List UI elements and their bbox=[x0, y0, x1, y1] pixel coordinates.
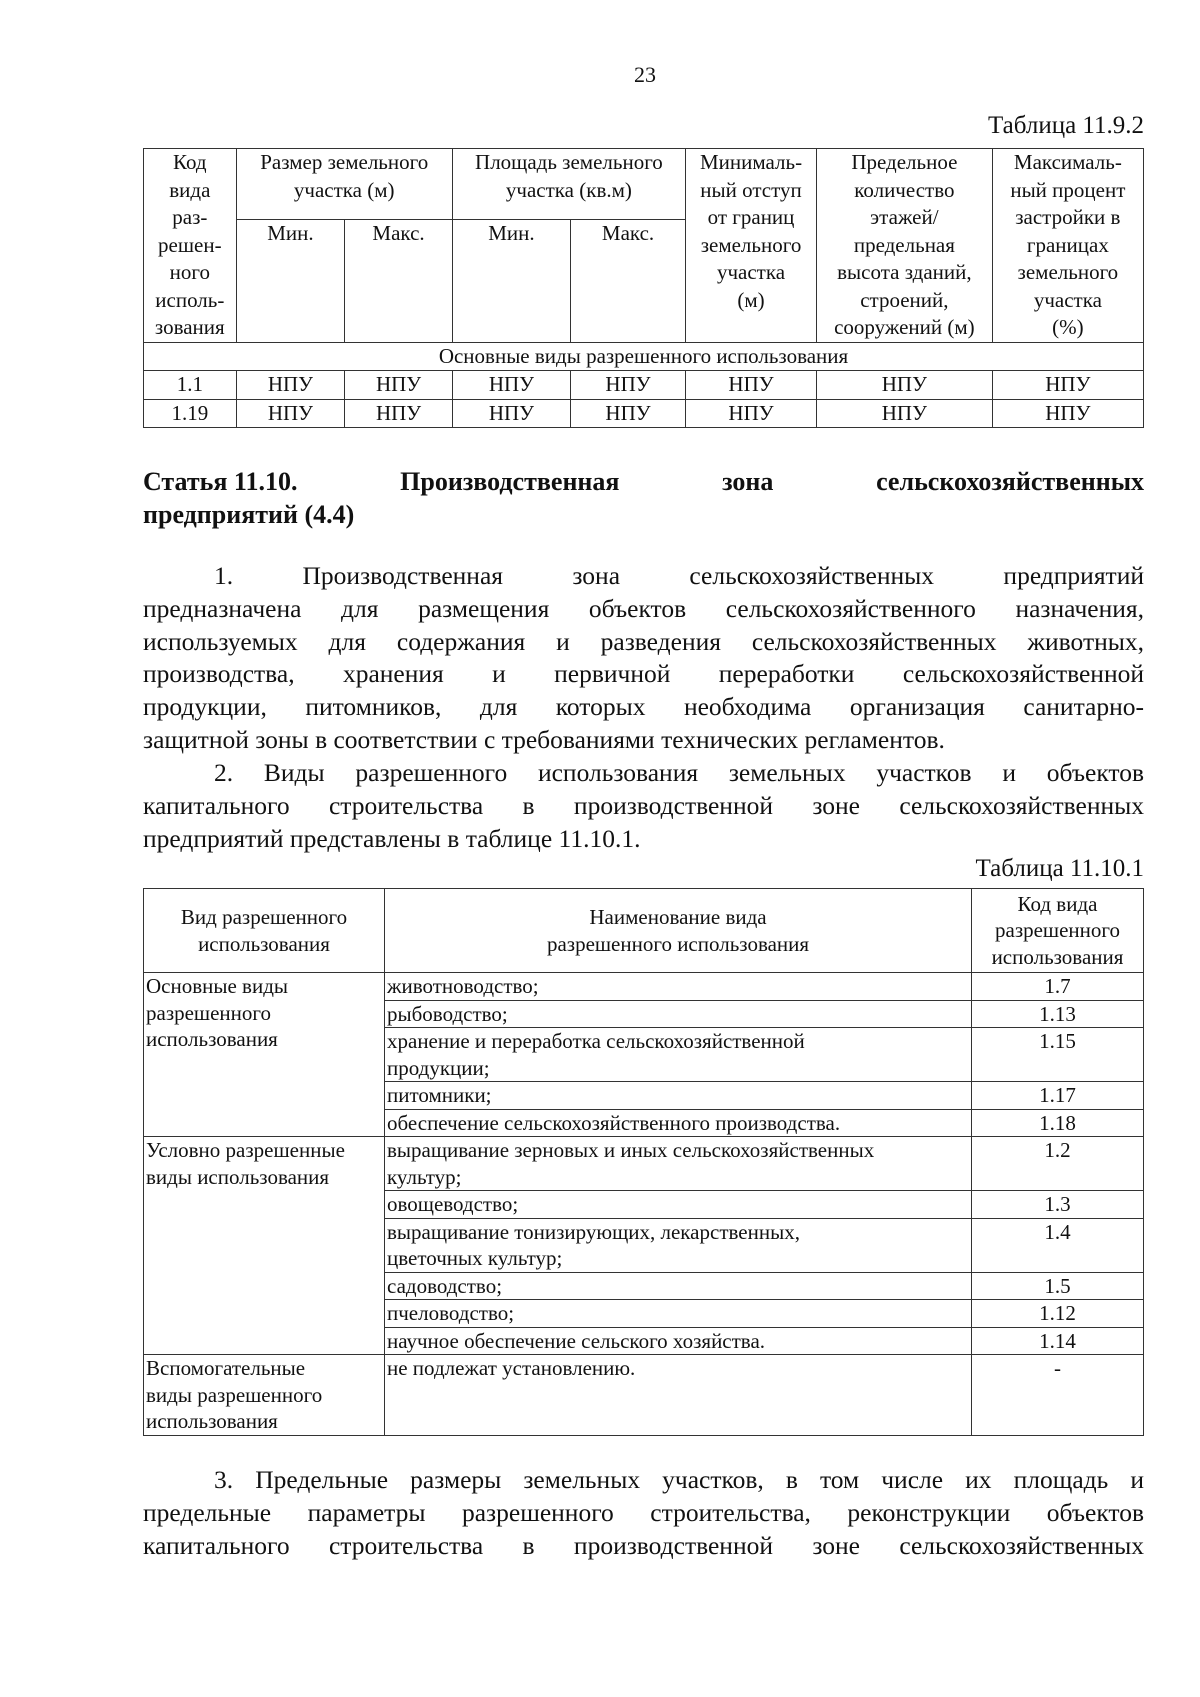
header-size-max: Макс. bbox=[345, 220, 453, 342]
table-row: Вспомогательные виды разрешенного использования не подлежат установлению. - bbox=[144, 1355, 1144, 1436]
header-percent: Максималь- ный процент застройки в границах земельного участка (%) bbox=[992, 149, 1143, 343]
section-title: Основные виды разрешенного использования bbox=[144, 342, 1144, 371]
table-row: садоводство; 1.5 bbox=[144, 1272, 1144, 1300]
header-offset: Минималь- ный отступ от границ земельного участка (м) bbox=[686, 149, 817, 343]
paragraph-2: 2. Виды разрешенного использования земельных участков и объектов капитального строительства в производственной зоне сельскохозяйственных предприятий представлены в таблице 11.10.1. bbox=[143, 758, 1144, 853]
group-label: Основные виды разрешенного использования bbox=[144, 973, 385, 1137]
table-row: научное обеспечение сельского хозяйства. 1.14 bbox=[144, 1327, 1144, 1355]
header-area-min: Мин. bbox=[452, 220, 570, 342]
header-code: Код вида раз- решен- ного исполь- зования bbox=[144, 149, 237, 343]
limits-table bbox=[143, 148, 1144, 428]
table-row: 1.1 НПУ НПУ НПУ НПУ НПУ НПУ НПУ bbox=[144, 371, 1144, 400]
table-row: Условно разрешенные виды использования выращивание зерновых и иных сельскохозяйственных культур; 1.2 bbox=[144, 1137, 1144, 1191]
table-row: 1.19 НПУ НПУ НПУ НПУ НПУ НПУ НПУ bbox=[144, 399, 1144, 428]
table-caption: Таблица 11.10.1 bbox=[975, 855, 1144, 882]
group-label: Условно разрешенные виды использования bbox=[144, 1137, 385, 1355]
header-code: Код вида разрешенного использования bbox=[972, 889, 1144, 973]
page-number: 23 bbox=[634, 62, 656, 87]
table-row: овощеводство; 1.3 bbox=[144, 1191, 1144, 1219]
header-name: Наименование вида разрешенного использования bbox=[385, 889, 972, 973]
header-size: Размер земельного участка (м) bbox=[236, 149, 452, 220]
header-size-min: Мин. bbox=[236, 220, 345, 342]
table-row: хранение и переработка сельскохозяйственной продукции; 1.15 bbox=[144, 1028, 1144, 1082]
paragraph-3: 3. Предельные размеры земельных участков, в том числе их площадь и предельные параметры разрешенного строительства, реконструкции объектов капитального строительства в производственной зоне сельскохозяйственных bbox=[143, 1465, 1144, 1560]
group-label: Вспомогательные виды разрешенного использования bbox=[144, 1355, 385, 1436]
table-row: выращивание тонизирующих, лекарственных, цветочных культур; 1.4 bbox=[144, 1218, 1144, 1272]
table-row: обеспечение сельскохозяйственного производства. 1.18 bbox=[144, 1109, 1144, 1137]
permitted-use-table bbox=[143, 888, 1144, 1436]
article-heading: Статья 11.10. Производственная зона сельскохозяйственных предприятий (4.4) bbox=[143, 467, 1144, 529]
header-area: Площадь земельного участка (кв.м) bbox=[452, 149, 685, 220]
header-floors: Предельное количество этажей/ предельная высота зданий, строений, сооружений (м) bbox=[817, 149, 993, 343]
table-row: рыбоводство; 1.13 bbox=[144, 1000, 1144, 1028]
paragraph-1: 1. Производственная зона сельскохозяйственных предприятий предназначена для размещения объектов сельскохозяйственного назначения, используемых для содержания и разведения сельскохозяйственных животных, производства, хранения и первичной переработки сельскохозяйственной продукции, питомников, для которых необходима организация санитарно- защитной зоны в соответствии с требованиями технических регламентов. bbox=[143, 561, 1144, 754]
header-type: Вид разрешенного использования bbox=[144, 889, 385, 973]
table-row: Основные виды разрешенного использования животноводство; 1.7 bbox=[144, 973, 1144, 1001]
table-row: питомники; 1.17 bbox=[144, 1082, 1144, 1110]
table-caption: Таблица 11.9.2 bbox=[988, 112, 1144, 139]
header-area-max: Макс. bbox=[571, 220, 686, 342]
table-row: пчеловодство; 1.12 bbox=[144, 1300, 1144, 1328]
